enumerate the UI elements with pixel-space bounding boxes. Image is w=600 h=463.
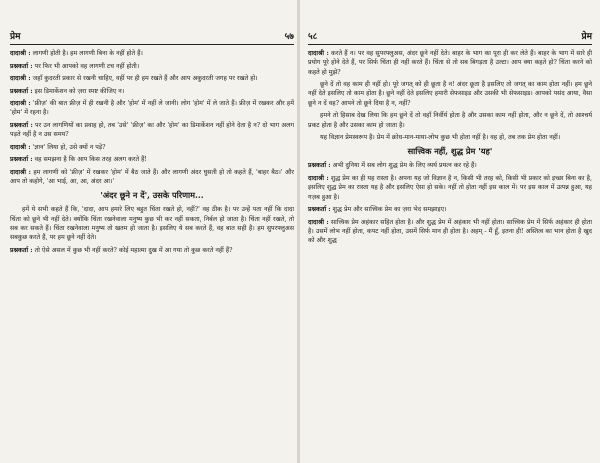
left-page (6, 0, 298, 463)
dialogue-text: इस डिमार्केशन को ज़रा स्पष्ट कीजिए न। (34, 87, 125, 95)
dialogue-text: वह समझना है कि आप किस तरह अलग करते हैं! (34, 156, 147, 164)
dialogue-paragraph (10, 74, 294, 83)
dialogue-paragraph (10, 87, 294, 96)
right-page (304, 0, 596, 463)
dialogue-text: सात्त्विक प्रेम अहंकार सहित होता है। और शुद्ध प्रेम में अहंकार भी नहीं होता। सात्त्विक प्रेम में सिर्फ अहंकार ही होता है। उसमें लोभ नहीं होता, कपट नहीं होता, उसमें सिर्फ मान ही होता है। अहम् - मैं हूँ, इतना ही! अस्तित्व का भान होता है खुद को और शुद्ध (308, 218, 592, 245)
dialogue-text: तो ऐसे असल में कुछ भी नहीं करते? कोई महात्मा दुख में आ गया तो कुछ करते नहीं हैं? (34, 246, 233, 254)
right-page-header (308, 0, 592, 42)
speaker-label: दादाश्री : (308, 174, 329, 182)
dialogue-paragraph (10, 99, 294, 118)
dialogue-text: लागणी होती है। हम लागणी बिना के नहीं होते हैं। (32, 50, 143, 57)
dialogue-paragraph (308, 218, 592, 246)
dialogue-paragraph (10, 168, 294, 187)
dialogue-paragraph (308, 161, 592, 170)
dialogue-paragraph (308, 174, 592, 202)
dialogue-paragraph (308, 49, 592, 77)
dialogue-paragraph (10, 62, 294, 71)
speaker-label: प्रश्नकर्ता : (10, 246, 33, 254)
speaker-label: दादाश्री : (308, 50, 329, 57)
dialogue-text: 'फ्रीज़' की बात फ्रीज़ में ही रखनी है और 'होम' में नहीं ले जानी। लोग 'होम' में ले जाते हैं। फ्रीज़ में रखकर और हमें 'होम' में रहना है। (10, 100, 294, 117)
dialogue-text: शुद्ध प्रेम और सात्त्विक प्रेम का ज़रा भेद समझाइए। (332, 206, 447, 213)
speaker-label: दादाश्री : (308, 218, 329, 226)
speaker-label: प्रश्नकर्ता : (308, 162, 331, 170)
dialogue-text: 'ज्ञान' लिया हो, उसे क्यों न पड़े? (32, 143, 106, 151)
dialogue-text: पर उन लागणियों का प्रवाह हो, तब 'उसे' 'फ्रीज़' का और 'होम' का डिमार्केशन नहीं होने देता है न? दो भाग अलग पड़ते नहीं है न उस समय? (10, 121, 294, 139)
left-page-number: ५७ (284, 32, 294, 42)
left-page-title: प्रेम (10, 32, 21, 42)
body-paragraph: हमें ये सभी कहते हैं कि, 'दादा, आप हमारे लिए बहुत चिंता रखते हो, नहीं?' वह ठीक है। पर उन्हें पता नहीं कि दादा चिंता को छूने भी नहीं देते। क्योंकि चिंता रखनेवाला मनुष्य कुछ भी कर नहीं सकता, निर्बल हो जाता है। चिंता नहीं रखते, तो सब कर सकते हैं। चिंता रखनेवाला मनुष्य तो खतम हो जाता है। इसलिए ये सब करते हैं, वह बात सही है। हम सुपरफ्लुअस सबकुछ करते हैं, पर हम छूने नहीं देते। (10, 206, 294, 242)
speaker-label: प्रश्नकर्ता : (10, 62, 33, 70)
dialogue-text: अभी दुनिया में सब लोग शुद्ध प्रेम के लिए व्यर्थ प्रयत्न कर रहे हैं। (332, 162, 477, 170)
right-page-title: प्रेम (581, 32, 592, 42)
body-paragraph: हमने तो हिसाब देख लिया कि हम छूने दें तो वहाँ निर्वीर्य होता है और उसका काम नहीं होता, और न छूने दें, तो आश्चर्य प्रकट होता है और उसका काम हो जाता है। (308, 112, 592, 129)
dialogue-text: पर फिर भी आपको वह लागणी टच नहीं होती। (34, 62, 140, 70)
dialogue-paragraph (10, 49, 294, 58)
dialogue-text: शुद्ध प्रेम का ही यह रास्ता है। अपना यह जो विज्ञान है न, किसी भी तरह को, किसी भी प्रकार को इच्छा बिना का है, इसलिए शुद्ध प्रेम का रास्ता यह है और इसलिए ऐसा हो सके। नहीं तो होता नहीं इस काल में। पर इस काल में उत्पन्न हुआ, यह गज़ब हुआ है। (308, 174, 592, 201)
speaker-label: प्रश्नकर्ता : (10, 156, 33, 164)
dialogue-paragraph (10, 155, 294, 164)
dialogue-paragraph (10, 143, 294, 152)
left-page-header (10, 0, 294, 42)
dialogue-text: करते हैं न। पर वह सुपरफ्लुअस, अंदर छूने नहीं देते। बाहर के भाग का पूरा ही कर लेते हैं। बाहर के भाग में सारे ही प्रयोग पूरे होने देते हैं, पर सिर्फ चिंता ही नहीं करते हैं। चिंता से तो सब बिगड़ता है उल्टा। आप क्या कहते हो? चिंता करने को कहते हो मुझे? (308, 50, 592, 76)
speaker-label: प्रश्नकर्ता : (308, 206, 331, 213)
dialogue-text: जहाँ कुदरती प्रकार से रखनी चाहिए, वहीं पर ही हम रखते हैं और आप अकुदरती जगह पर रखते हो। (32, 75, 258, 82)
dialogue-paragraph (308, 205, 592, 214)
left-header-rule (10, 44, 294, 45)
speaker-label: दादाश्री : (10, 143, 31, 151)
speaker-label: प्रश्नकर्ता : (10, 87, 33, 95)
speaker-label: प्रश्नकर्ता : (10, 121, 33, 129)
book-gutter (297, 0, 300, 463)
right-header-rule (308, 44, 592, 45)
speaker-label: दादाश्री : (10, 100, 31, 107)
speaker-label: दादाश्री : (10, 75, 31, 82)
speaker-label: दादाश्री : (10, 50, 31, 57)
dialogue-paragraph (10, 246, 294, 255)
dialogue-paragraph (10, 121, 294, 140)
speaker-label: दादाश्री : (10, 168, 31, 176)
body-paragraph: छूने दें तो वह काम ही नहीं हो। पूरे जगत् को ही छूता है न! अंदर छूता है इसलिए तो जगत् का काम होता नहीं। हम छूने नहीं देते इसलिए तो काम होता है। छूने नहीं देते इसलिए हमारी सेफसाइड और उसकी भी सेफसाइड। आपको पसंद आया, वैसा छूने न दें वह? आपने तो छूने दिया है न, नहीं? (308, 81, 592, 107)
right-page-number: ५८ (308, 32, 318, 42)
section-heading: 'अंदर छूने न दें', उसके परिणाम... (100, 190, 204, 201)
body-paragraph: यह विज्ञान प्रेमस्वरूप है। प्रेम में क्रोध-मान-माया-लोभ कुछ भी होता नहीं है। वह हो, तब तक प्रेम होता नहीं। (320, 134, 561, 142)
section-heading: सात्त्विक नहीं, शुद्ध प्रेम 'यह' (407, 146, 493, 157)
dialogue-text: हम लागणी को 'फ्रीज़' में रखकर 'होम' में बैठ जाते हैं। और लागणी अंदर घुसती हो तो कहते हैं, 'बाहर बैठ।' और आप तो कहोगे, 'आ भाई, आ, आ, अंदर आ।' (10, 168, 294, 185)
